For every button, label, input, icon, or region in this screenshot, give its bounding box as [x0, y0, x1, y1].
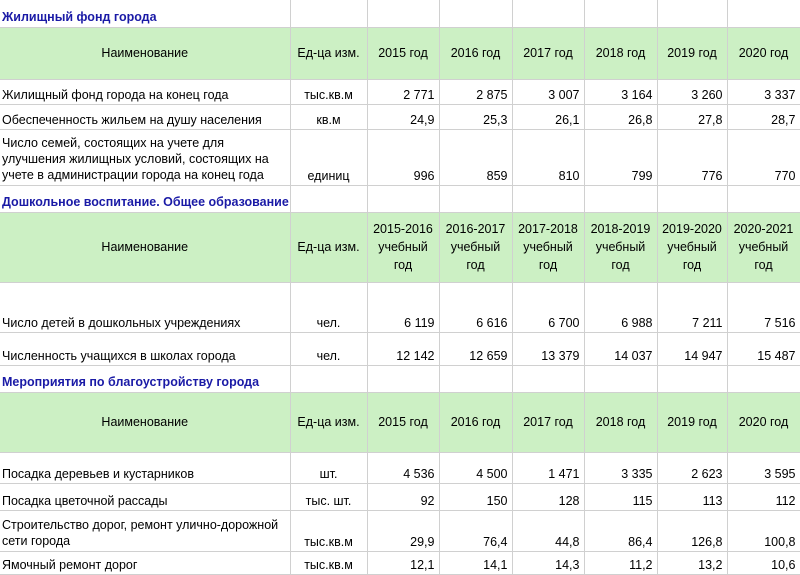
- row-unit: тыс.кв.м: [290, 510, 367, 551]
- row-value: 6 616: [439, 282, 512, 332]
- header-period: 2017 год: [512, 27, 584, 79]
- row-value: 12,1: [367, 551, 439, 574]
- empty-cell: [727, 0, 800, 27]
- empty-cell: [367, 0, 439, 27]
- empty-cell: [657, 365, 727, 392]
- header-name: Наименование: [0, 212, 290, 282]
- header-period: 2019 год: [657, 27, 727, 79]
- row-unit: чел.: [290, 332, 367, 365]
- empty-cell: [367, 185, 439, 212]
- row-value: 15 487: [727, 332, 800, 365]
- row-value: 25,3: [439, 104, 512, 129]
- row-name: Число детей в дошкольных учреждениях: [0, 282, 290, 332]
- row-value: 14 037: [584, 332, 657, 365]
- empty-cell: [584, 0, 657, 27]
- row-unit: тыс. шт.: [290, 483, 367, 510]
- row-value: 859: [439, 129, 512, 185]
- row-value: 113: [657, 483, 727, 510]
- empty-cell: [290, 365, 367, 392]
- header-name: Наименование: [0, 392, 290, 452]
- empty-cell: [512, 365, 584, 392]
- row-value: 13 379: [512, 332, 584, 365]
- row-name: Строительство дорог, ремонт улично-дорожной сети города: [0, 510, 290, 551]
- header-period: 2018 год: [584, 392, 657, 452]
- row-value: 3 164: [584, 79, 657, 104]
- row-value: 799: [584, 129, 657, 185]
- empty-cell: [657, 185, 727, 212]
- row-value: 27,8: [657, 104, 727, 129]
- section-title: Жилищный фонд города: [0, 0, 290, 27]
- row-name: Ямочный ремонт дорог: [0, 551, 290, 574]
- header-period: 2020 год: [727, 27, 800, 79]
- row-value: 92: [367, 483, 439, 510]
- table-row: [0, 282, 800, 332]
- row-value: 6 988: [584, 282, 657, 332]
- row-value: 810: [512, 129, 584, 185]
- header-unit: Ед-ца изм.: [290, 392, 367, 452]
- row-unit: единиц: [290, 129, 367, 185]
- row-value: 11,2: [584, 551, 657, 574]
- row-value: 7 516: [727, 282, 800, 332]
- empty-cell: [512, 185, 584, 212]
- header-row: [0, 27, 800, 79]
- row-value: 4 536: [367, 452, 439, 483]
- row-value: 100,8: [727, 510, 800, 551]
- row-value: 28,7: [727, 104, 800, 129]
- row-name: Посадка деревьев и кустарников: [0, 452, 290, 483]
- header-period: 2018-2019 учебный год: [584, 212, 657, 282]
- section-title-row: [0, 0, 800, 27]
- row-value: 126,8: [657, 510, 727, 551]
- row-unit: чел.: [290, 282, 367, 332]
- row-value: 3 335: [584, 452, 657, 483]
- row-value: 776: [657, 129, 727, 185]
- row-name: Жилищный фонд города на конец года: [0, 79, 290, 104]
- row-value: 14,3: [512, 551, 584, 574]
- row-value: 7 211: [657, 282, 727, 332]
- table-row: [0, 104, 800, 129]
- empty-cell: [367, 365, 439, 392]
- header-period: 2016 год: [439, 392, 512, 452]
- row-value: 996: [367, 129, 439, 185]
- row-value: 2 623: [657, 452, 727, 483]
- row-value: 29,9: [367, 510, 439, 551]
- header-period: 2015 год: [367, 27, 439, 79]
- row-value: 3 595: [727, 452, 800, 483]
- empty-cell: [439, 185, 512, 212]
- header-period: 2017-2018 учебный год: [512, 212, 584, 282]
- header-unit: Ед-ца изм.: [290, 27, 367, 79]
- empty-cell: [290, 185, 367, 212]
- header-period: 2016 год: [439, 27, 512, 79]
- row-value: 2 771: [367, 79, 439, 104]
- row-value: 112: [727, 483, 800, 510]
- empty-cell: [657, 0, 727, 27]
- header-period: 2015 год: [367, 392, 439, 452]
- header-period: 2018 год: [584, 27, 657, 79]
- empty-cell: [439, 365, 512, 392]
- row-value: 76,4: [439, 510, 512, 551]
- table-row: [0, 332, 800, 365]
- row-value: 26,8: [584, 104, 657, 129]
- header-period: 2019 год: [657, 392, 727, 452]
- section-title-row: [0, 185, 800, 212]
- header-row: [0, 212, 800, 282]
- row-unit: шт.: [290, 452, 367, 483]
- empty-cell: [727, 365, 800, 392]
- row-value: 2 875: [439, 79, 512, 104]
- header-name: Наименование: [0, 27, 290, 79]
- section-title: Мероприятия по благоустройству города: [0, 365, 290, 392]
- row-name: Посадка цветочной рассады: [0, 483, 290, 510]
- empty-cell: [727, 185, 800, 212]
- row-value: 10,6: [727, 551, 800, 574]
- header-period: 2019-2020 учебный год: [657, 212, 727, 282]
- row-name: Обеспеченность жильем на душу населения: [0, 104, 290, 129]
- row-value: 24,9: [367, 104, 439, 129]
- row-value: 44,8: [512, 510, 584, 551]
- row-unit: кв.м: [290, 104, 367, 129]
- empty-cell: [512, 0, 584, 27]
- table-row: [0, 510, 800, 551]
- header-period: 2020 год: [727, 392, 800, 452]
- row-value: 3 007: [512, 79, 584, 104]
- section-title: Дошкольное воспитание. Общее образование: [0, 185, 290, 212]
- row-value: 150: [439, 483, 512, 510]
- row-value: 6 700: [512, 282, 584, 332]
- header-row: [0, 392, 800, 452]
- row-value: 14 947: [657, 332, 727, 365]
- row-value: 26,1: [512, 104, 584, 129]
- row-value: 4 500: [439, 452, 512, 483]
- header-period: 2016-2017 учебный год: [439, 212, 512, 282]
- row-value: 770: [727, 129, 800, 185]
- empty-cell: [290, 0, 367, 27]
- empty-cell: [584, 185, 657, 212]
- empty-cell: [584, 365, 657, 392]
- table-row: [0, 129, 800, 185]
- row-unit: тыс.кв.м: [290, 79, 367, 104]
- empty-cell: [439, 0, 512, 27]
- header-period: 2020-2021 учебный год: [727, 212, 800, 282]
- table-row: [0, 483, 800, 510]
- row-value: 3 337: [727, 79, 800, 104]
- row-value: 3 260: [657, 79, 727, 104]
- table-row: [0, 79, 800, 104]
- row-value: 115: [584, 483, 657, 510]
- table-row: [0, 452, 800, 483]
- row-value: 86,4: [584, 510, 657, 551]
- row-unit: тыс.кв.м: [290, 551, 367, 574]
- section-title-row: [0, 365, 800, 392]
- row-value: 14,1: [439, 551, 512, 574]
- row-value: 13,2: [657, 551, 727, 574]
- row-value: 6 119: [367, 282, 439, 332]
- row-value: 12 142: [367, 332, 439, 365]
- header-unit: Ед-ца изм.: [290, 212, 367, 282]
- header-period: 2015-2016 учебный год: [367, 212, 439, 282]
- row-name: Число семей, состоящих на учете для улучшения жилищных условий, состоящих на учете в администрации города на конец года: [0, 129, 290, 185]
- row-value: 12 659: [439, 332, 512, 365]
- row-value: 1 471: [512, 452, 584, 483]
- row-name: Численность учащихся в школах города: [0, 332, 290, 365]
- header-period: 2017 год: [512, 392, 584, 452]
- row-value: 128: [512, 483, 584, 510]
